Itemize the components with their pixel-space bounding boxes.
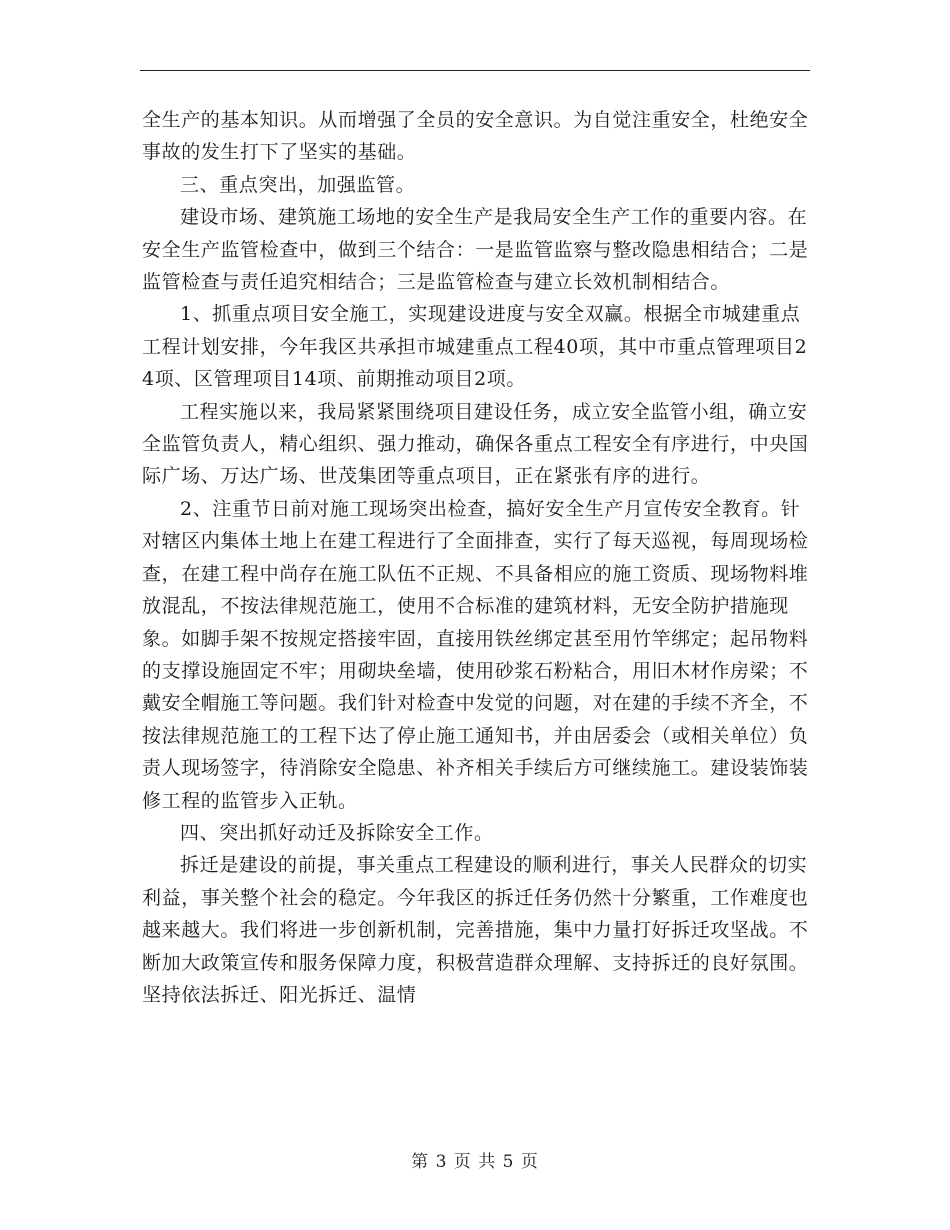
paragraph: 1、抓重点项目安全施工，实现建设进度与安全双赢。根据全市城建重点工程计划安排，今年我区共承担市城建重点工程40项，其中市重点管理项目24项、区管理项目14项、前期推动项目2项。	[142, 303, 808, 391]
paragraph: 工程实施以来，我局紧紧围绕项目建设任务，成立安全监管小组，确立安全监管负责人，精心组织、强力推动，确保各重点工程安全有序进行，中央国际广场、万达广场、世茂集团等重点项目，正在紧张有序的进行。	[142, 400, 809, 488]
page-number-footer: 第 3 页 共 5 页	[411, 1152, 539, 1172]
section-heading: 四、突出抓好动迁及拆除安全工作。	[180, 821, 494, 844]
section-heading: 三、重点突出，加强监管。	[180, 173, 416, 196]
paragraph: 建设市场、建筑施工场地的安全生产是我局安全生产工作的重要内容。在安全生产监管检查中，做到三个结合：一是监管监察与整改隐患相结合；二是监管检查与责任追究相结合；三是监管检查与建立长效机制相结合。	[142, 206, 809, 294]
paragraph: 拆迁是建设的前提，事关重点工程建设的顺利进行，事关人民群众的切实利益，事关整个社会的稳定。今年我区的拆迁任务仍然十分繁重，工作难度也越来越大。我们将进一步创新机制，完善措施，集中力量打好拆迁攻坚战。不断加大政策宣传和服务保障力度，积极营造群众理解、支持拆迁的良好氛围。坚持依法拆迁、阳光拆迁、温情	[142, 854, 809, 1006]
document-body	[142, 104, 810, 1011]
header-rule	[140, 70, 810, 71]
paragraph: 2、注重节日前对施工现场突出检查，搞好安全生产月宣传安全教育。针对辖区内集体土地上在建工程进行了全面排查，实行了每天巡视，每周现场检查，在建工程中尚存在施工队伍不正规、不具备相应的施工资质、现场物料堆放混乱，不按法律规范施工，使用不合标准的建筑材料，无安全防护措施现象。如脚手架不按规定搭接牢固，直接用铁丝绑定甚至用竹竿绑定；起吊物料的支撑设施固定不牢；用砌块垒墙，使用砂浆石粉粘合，用旧木材作房梁；不戴安全帽施工等问题。我们针对检查中发觉的问题，对在建的手续不齐全，不按法律规范施工的工程下达了停止施工通知书，并由居委会（或相关单位）负责人现场签字，待消除安全隐患、补齐相关手续后方可继续施工。建设装饰装修工程的监管步入正轨。	[142, 497, 809, 812]
paragraph: 全生产的基本知识。从而增强了全员的安全意识。为自觉注重安全，杜绝安全事故的发生打下了坚实的基础。	[142, 109, 809, 164]
